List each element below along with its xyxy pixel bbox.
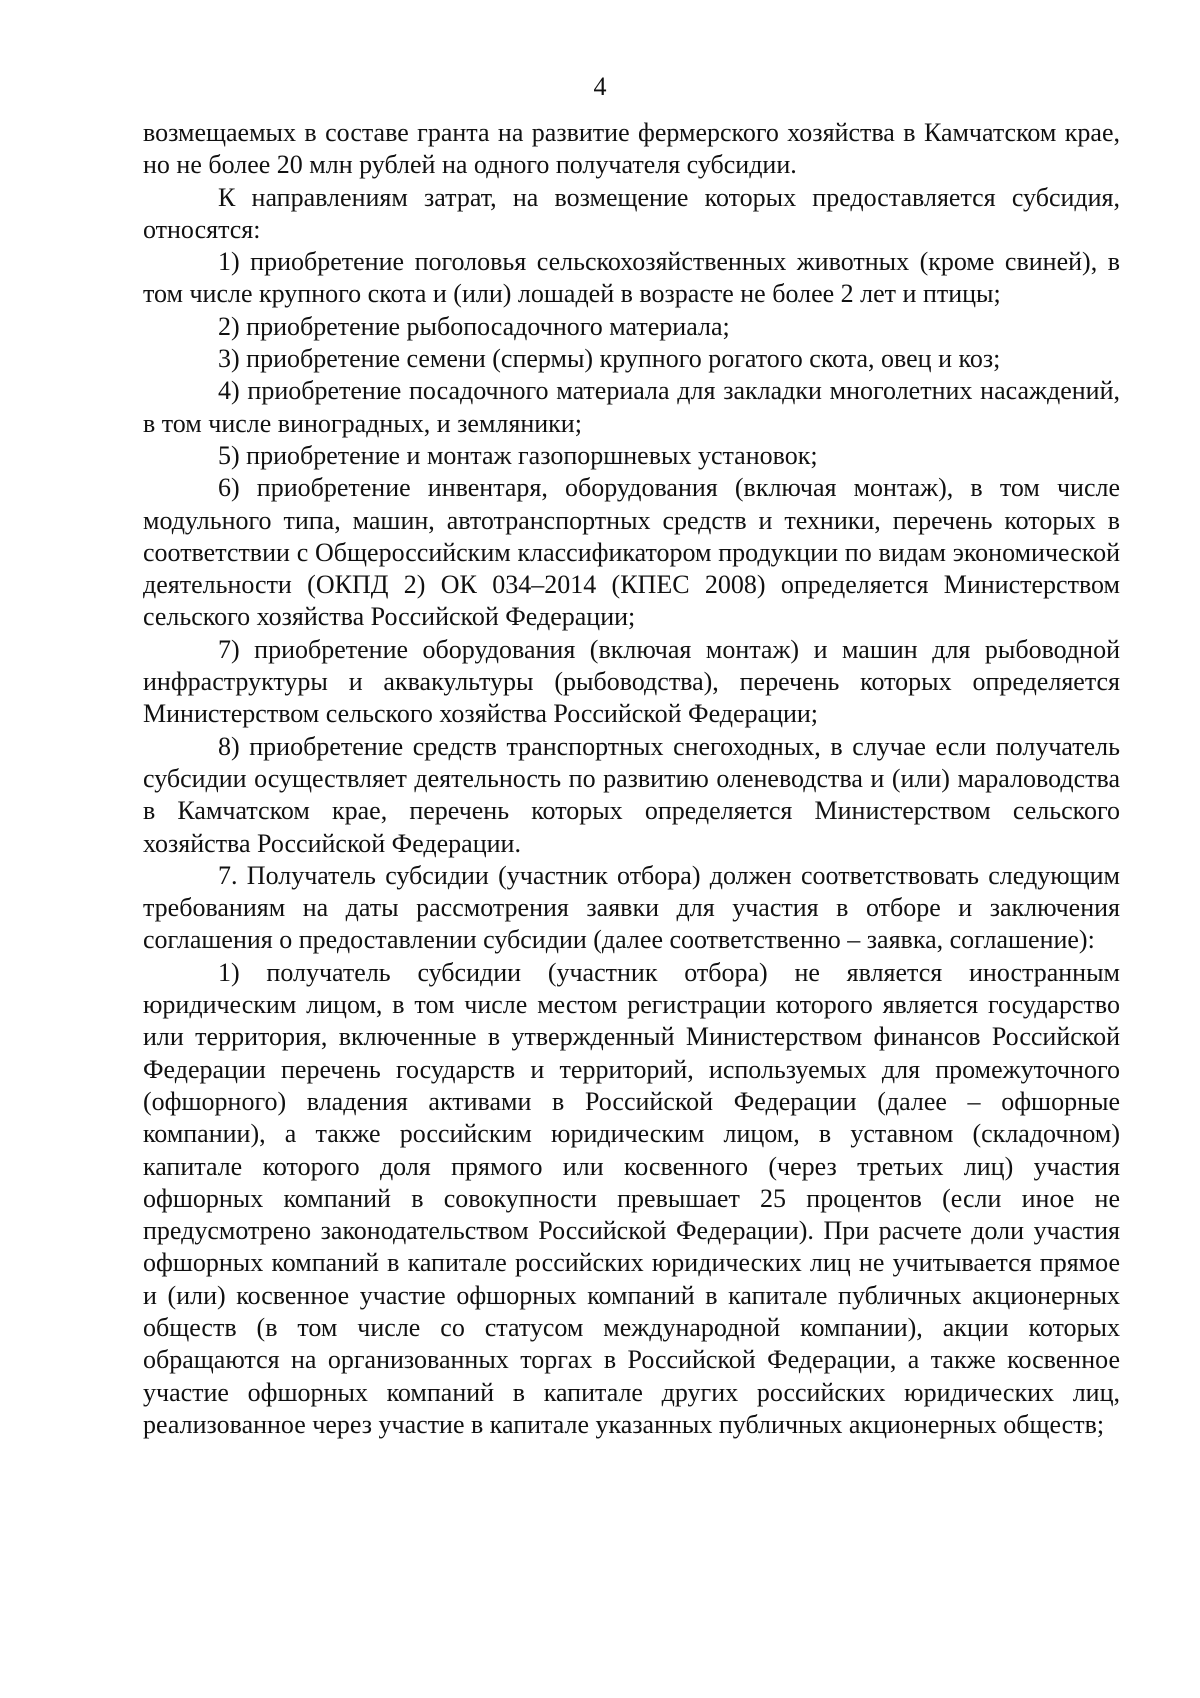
page-number: 4	[593, 72, 607, 101]
list-item-3-semen: 3) приобретение семени (спермы) крупного рогатого скота, овец и коз;	[218, 344, 1001, 374]
list-item-7-fish-farming-equipment: 7) приобретение оборудования (включая монтаж) и машин для рыбоводной инфраструктуры и аквакультуры (рыбоводства), перечень которых определяется Министерством сельского хозяйства Российской Федерации;	[143, 634, 1120, 729]
list-item-4-planting-material: 4) приобретение посадочного материала для закладки многолетних насаждений, в том числе виноградных, и земляники;	[143, 376, 1120, 438]
list-item-8-snowmobiles: 8) приобретение средств транспортных снегоходных, в случае если получатель субсидии осуществляет деятельность по развитию оленеводства и (или) мараловодства в Камчатском крае, перечень которых определяется Министерством сельского хозяйства Российской Федерации.	[143, 731, 1120, 858]
document-body	[143, 117, 1120, 1441]
list-item-2-fish-stock: 2) приобретение рыбопосадочного материала;	[218, 311, 730, 341]
list-item-6-equipment: 6) приобретение инвентаря, оборудования (включая монтаж), в том числе модульного типа, машин, автотранспортных средств и техники, перечень которых в соответствии с Общероссийским классификатором продукции по видам экономической деятельности (ОКПД 2) ОК 034–2014 (КПЕС 2008) определяется Министерством сельского хозяйства Российской Федерации;	[143, 473, 1120, 632]
paragraph-section-7: 7. Получатель субсидии (участник отбора) должен соответствовать следующим требованиям на даты рассмотрения заявки для участия в отборе и заключения соглашения о предоставлении субсидии (далее соответственно – заявка, соглашение):	[143, 860, 1120, 955]
paragraph-continuation: возмещаемых в составе гранта на развитие фермерского хозяйства в Камчатском крае, но не более 20 млн рублей на одного получателя субсидии.	[143, 118, 1120, 180]
list-item-5-gas-piston-units: 5) приобретение и монтаж газопоршневых установок;	[218, 440, 818, 470]
list-item-1-offshore-requirement: 1) получатель субсидии (участник отбора) не является иностранным юридическим лицом, в том числе местом регистрации которого является государство или территория, включенные в утвержденный Министерством финансов Российской Федерации перечень государств и территорий, используемых для промежуточного (офшорного) владения активами в Российской Федерации (далее – офшорные компании), а также российским юридическим лицом, в уставном (складочном) капитале которого доля прямого или косвенного (через третьих лиц) участия офшорных компаний в совокупности превышает 25 процентов (если иное не предусмотрено законодательством Российской Федерации). При расчете доли участия офшорных компаний в капитале российских юридических лиц не учитывается прямое и (или) косвенное участие офшорных компаний в капитале публичных акционерных обществ (в том числе со статусом международной компании), акции которых обращаются на организованных торгах в Российской Федерации, а также косвенное участие офшорных компаний в капитале других российских юридических лиц, реализованное через участие в капитале указанных публичных акционерных обществ;	[143, 957, 1120, 1439]
paragraph-cost-directions-intro: К направлениям затрат, на возмещение которых предоставляется субсидия, относятся:	[143, 182, 1120, 244]
list-item-1-livestock: 1) приобретение поголовья сельскохозяйственных животных (кроме свиней), в том числе крупного скота и (или) лошадей в возрасте не более 2 лет и птицы;	[143, 247, 1120, 309]
